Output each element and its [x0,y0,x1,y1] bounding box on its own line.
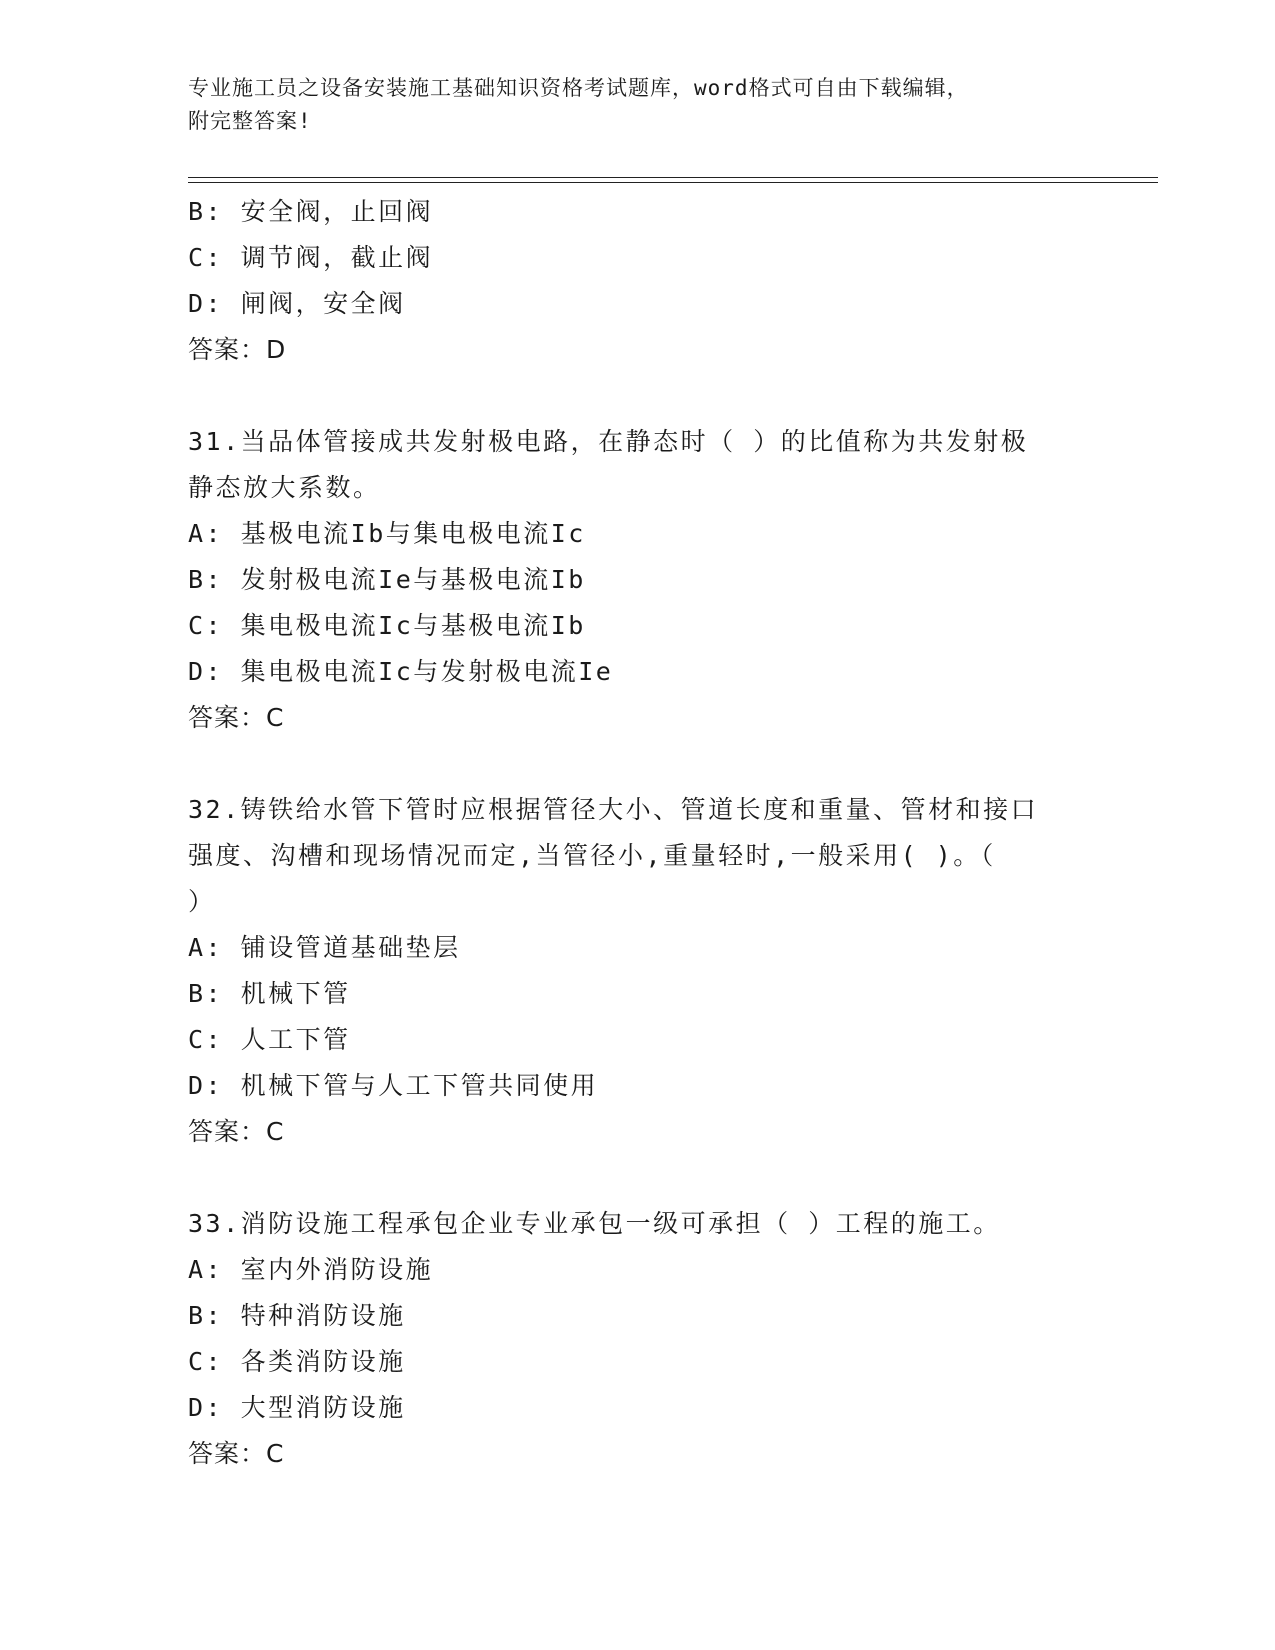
answer-line: 答案：C [188,703,285,732]
option-d: D: 大型消防设施 [188,1393,406,1422]
answer-line: 答案：C [188,1439,285,1468]
question-text-line: 33.消防设施工程承包企业专业承包一级可承担（ ）工程的施工。 [188,1209,1001,1238]
header-divider [188,177,1158,183]
option-a: A: 铺设管道基础垫层 [188,933,461,962]
question-33 [188,1201,1088,1477]
option-c: C: 调节阀，截止阀 [188,243,434,272]
option-a: A: 基极电流Ib与集电极电流Ic [188,519,586,548]
question-list [188,189,1088,1477]
option-d: D: 闸阀，安全阀 [188,289,406,318]
question-30-tail [188,189,1088,373]
option-d: D: 机械下管与人工下管共同使用 [188,1071,599,1100]
answer-line: 答案：D [188,335,287,364]
spacer [188,373,1088,419]
spacer [188,1155,1088,1201]
header-line-2: 附完整答案! [188,109,312,133]
question-31 [188,419,1088,741]
option-d: D: 集电极电流Ic与发射极电流Ie [188,657,614,686]
option-c: C: 人工下管 [188,1025,351,1054]
spacer [188,741,1088,787]
question-text-line: 32.铸铁给水管下管时应根据管径大小、管道长度和重量、管材和接口 [188,795,1039,824]
option-b: B: 特种消防设施 [188,1301,406,1330]
question-text-line: 强度、沟槽和现场情况而定,当管径小,重量轻时,一般采用( )。（ [188,841,996,870]
question-32 [188,787,1088,1155]
question-text-line: ） [188,887,216,916]
option-b: B: 发射极电流Ie与基极电流Ib [188,565,586,594]
question-text-line: 31.当品体管接成共发射极电路，在静态时（ ）的比值称为共发射极 [188,427,1029,456]
answer-line: 答案：C [188,1117,285,1146]
option-a: A: 室内外消防设施 [188,1255,434,1284]
option-b: B: 安全阀，止回阀 [188,197,434,226]
option-b: B: 机械下管 [188,979,351,1008]
question-text-line: 静态放大系数。 [188,473,381,502]
option-c: C: 各类消防设施 [188,1347,406,1376]
header-line-1: 专业施工员之设备安装施工基础知识资格考试题库，word格式可自由下载编辑， [188,76,969,100]
option-c: C: 集电极电流Ic与基极电流Ib [188,611,586,640]
document-header [188,72,1088,138]
